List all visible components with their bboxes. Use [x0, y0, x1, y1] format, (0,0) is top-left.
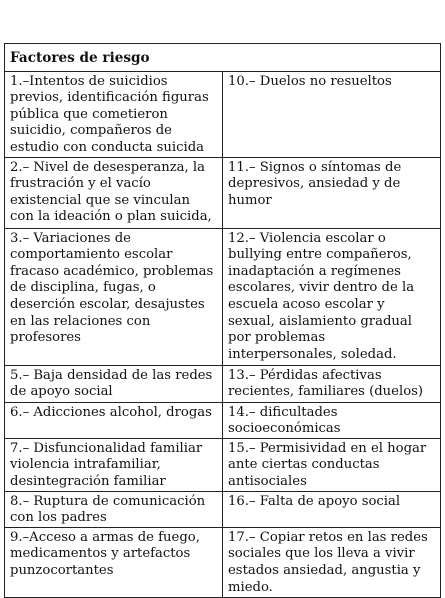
risk-factors-table — [4, 43, 441, 598]
risk-factor-cell: 1.–Intentos de suicidios previos, identificación figuras pública que cometieron suicidio, compañeros de estudio con conducta suicida — [5, 71, 223, 157]
risk-factor-cell: 15.– Permisividad en el hogar ante ciertas conductas antisociales — [223, 438, 441, 491]
risk-factor-cell: 10.– Duelos no resueltos — [223, 71, 441, 157]
table-row — [5, 228, 441, 365]
risk-factor-cell: 2.– Nivel de desesperanza, la frustración y el vacío existencial que se vinculan con la ideación o plan suicida, — [5, 157, 223, 228]
table-row — [5, 527, 441, 597]
risk-factor-cell: 16.– Falta de apoyo social — [223, 491, 441, 527]
table-row — [5, 71, 441, 157]
risk-factor-cell: 3.– Variaciones de comportamiento escolar fracaso académico, problemas de disciplina, fugas, o deserción escolar, desajustes en las relaciones con profesores — [5, 228, 223, 365]
table-row — [5, 491, 441, 527]
risk-factor-cell: 8.– Ruptura de comunicación con los padres — [5, 491, 223, 527]
risk-factor-cell: 11.– Signos o síntomas de depresivos, ansiedad y de humor — [223, 157, 441, 228]
table-header-row — [5, 44, 441, 72]
risk-factor-cell: 14.– dificultades socioeconómicas — [223, 402, 441, 438]
risk-factor-cell: 7.– Disfuncionalidad familiar violencia intrafamiliar, desintegración familiar — [5, 438, 223, 491]
risk-factor-cell: 17.– Copiar retos en las redes sociales que los lleva a vivir estados ansiedad, angustia y miedo. — [223, 527, 441, 597]
table-row — [5, 365, 441, 402]
risk-factor-cell: 6.– Adicciones alcohol, drogas — [5, 402, 223, 438]
risk-factor-cell: 5.– Baja densidad de las redes de apoyo social — [5, 365, 223, 402]
risk-factor-cell: 12.– Violencia escolar o bullying entre compañeros, inadaptación a regímenes escolares, vivir dentro de la escuela acoso escolar y sexual, aislamiento gradual por problemas interpersonales, soledad. — [223, 228, 441, 365]
table-row — [5, 438, 441, 491]
table-row — [5, 402, 441, 438]
risk-factor-cell: 9.–Acceso a armas de fuego, medicamentos y artefactos punzocortantes — [5, 527, 223, 597]
table-title: Factores de riesgo — [5, 44, 441, 72]
table-row — [5, 157, 441, 228]
risk-factor-cell: 13.– Pérdidas afectivas recientes, familiares (duelos) — [223, 365, 441, 402]
